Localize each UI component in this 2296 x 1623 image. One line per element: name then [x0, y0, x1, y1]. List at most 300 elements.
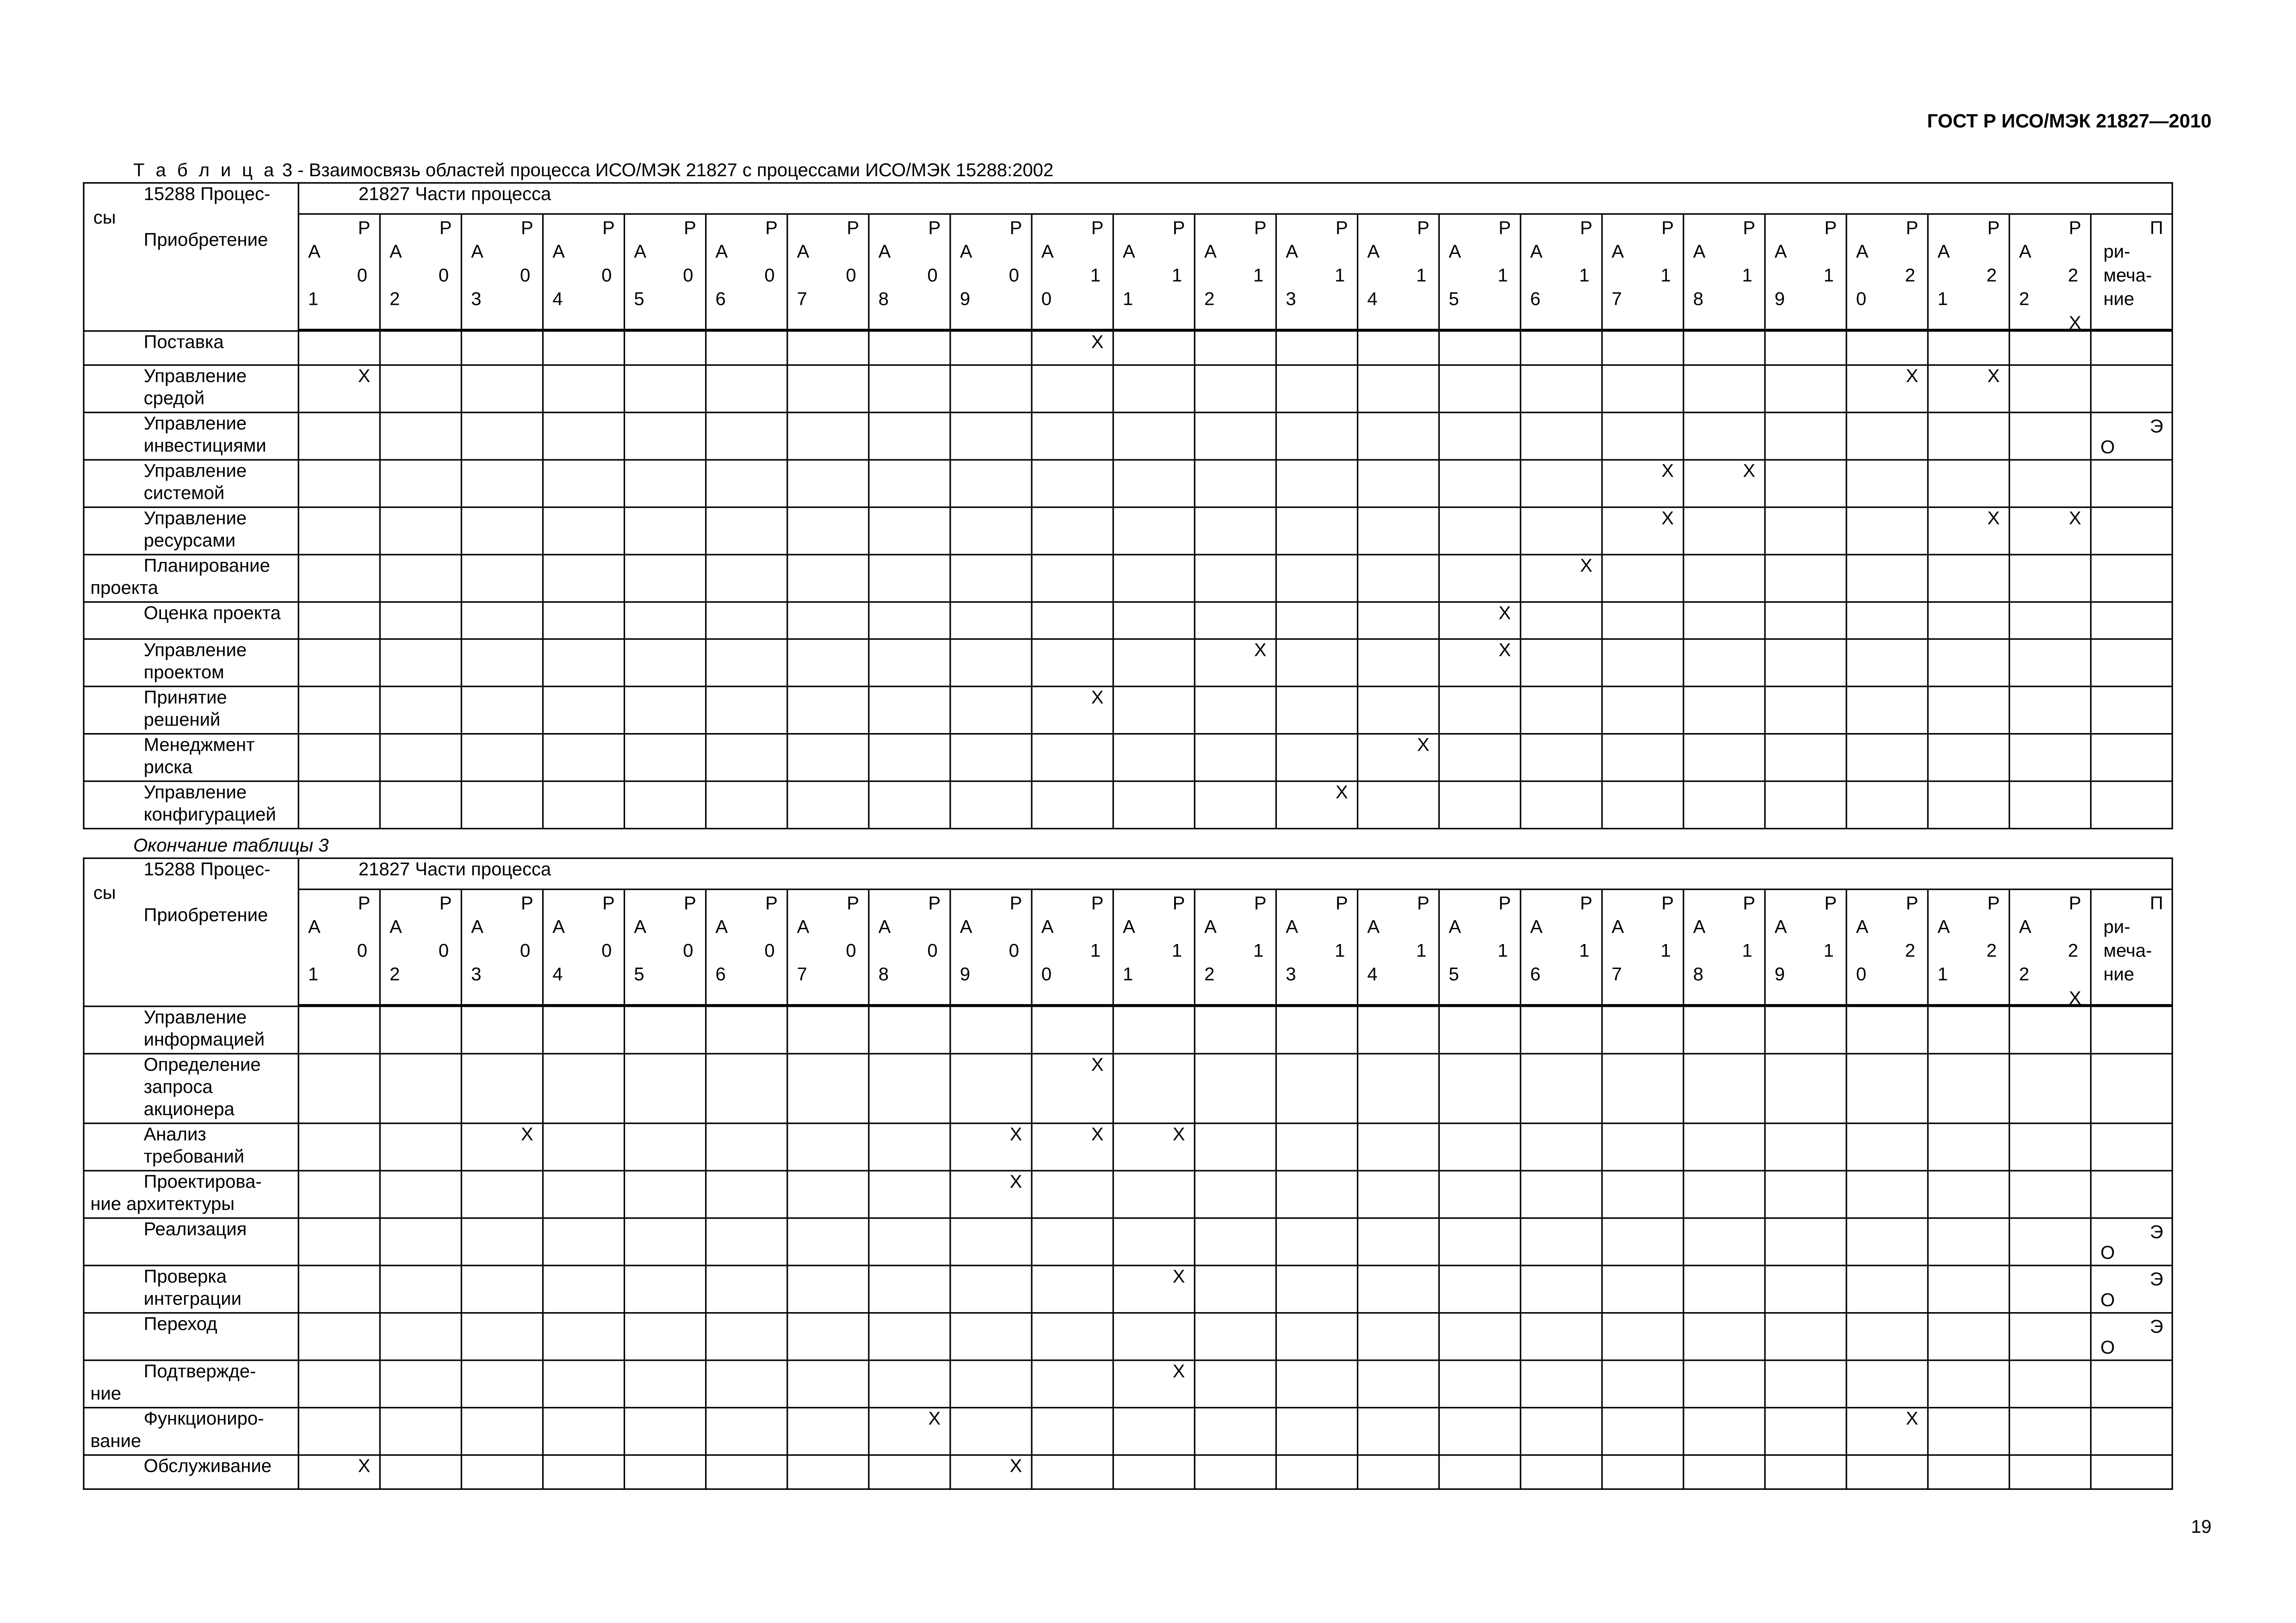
- mark-cell: [1602, 601, 1683, 638]
- col-digit: 1: [1823, 265, 1834, 286]
- mark-cell: [950, 1006, 1032, 1053]
- mark-cell: [380, 780, 461, 827]
- mark-cell: [2009, 1006, 2091, 1053]
- column-header-row: [84, 214, 2173, 330]
- mark-cell: [461, 1312, 543, 1359]
- col-digit: 2: [2068, 265, 2079, 286]
- mark-cell: [1683, 1359, 1765, 1407]
- note-head: [2091, 214, 2172, 330]
- corner-line: сы: [93, 882, 116, 904]
- mark-cell: [298, 412, 380, 459]
- note-cell: [2091, 733, 2172, 780]
- col-digit: 2: [2019, 289, 2030, 310]
- mark-cell: [1765, 364, 1846, 412]
- mark-cell: [706, 330, 787, 364]
- mark-cell: [1358, 412, 1439, 459]
- col-digit: 9: [959, 289, 971, 310]
- mark-cell: [2009, 685, 2091, 733]
- col-letter-p: Р: [1987, 217, 2000, 239]
- mark-cell: [1358, 1217, 1439, 1265]
- column-head: [461, 889, 543, 1006]
- mark-cell: [1358, 1053, 1439, 1123]
- mark-cell: [1602, 330, 1683, 364]
- mark-cell: [1765, 1053, 1846, 1123]
- mark-x: X: [1661, 507, 1674, 528]
- column-head: [1846, 889, 1928, 1006]
- mark-cell: [1032, 1123, 1113, 1170]
- mark-cell: [950, 638, 1032, 685]
- mark-cell: [461, 554, 543, 601]
- column-head: [380, 214, 461, 330]
- mark-cell: [1439, 733, 1521, 780]
- corner-line: сы: [93, 207, 116, 228]
- mark-cell: [2009, 601, 2091, 638]
- mark-cell: [625, 364, 706, 412]
- mark-cell: [625, 1454, 706, 1488]
- col-letter-p: Р: [1498, 893, 1511, 914]
- mark-cell: [706, 685, 787, 733]
- mark-cell: [787, 1123, 869, 1170]
- mark-cell: [461, 1123, 543, 1170]
- col-letter-a: А: [2019, 916, 2031, 938]
- column-head: [787, 214, 869, 330]
- mark-cell: [787, 685, 869, 733]
- col-letter-p: Р: [1091, 217, 1104, 239]
- mark-cell: [461, 506, 543, 554]
- column-head: [1602, 214, 1683, 330]
- mark-cell: [625, 506, 706, 554]
- mark-cell: [706, 1170, 787, 1217]
- column-head: [298, 889, 380, 1006]
- mark-cell: [1276, 1170, 1357, 1217]
- col-digit: 1: [1171, 940, 1182, 962]
- mark-cell: [950, 1170, 1032, 1217]
- mark-cell: [543, 1217, 624, 1265]
- header-row: [84, 858, 2173, 889]
- mark-cell: [706, 1217, 787, 1265]
- mark-cell: [1439, 1123, 1521, 1170]
- mark-cell: [1683, 1053, 1765, 1123]
- mark-cell: [1928, 1407, 2009, 1454]
- mark-cell: [1194, 601, 1276, 638]
- mark-cell: [2009, 780, 2091, 827]
- mark-cell: [543, 330, 624, 364]
- col-digit: 9: [1774, 964, 1785, 985]
- mark-cell: [1602, 1359, 1683, 1407]
- mark-cell: [1928, 1217, 2009, 1265]
- process-label: [84, 638, 298, 685]
- mark-cell: [869, 601, 950, 638]
- mark-cell: [461, 1170, 543, 1217]
- mark-cell: [1194, 685, 1276, 733]
- mark-cell: [1521, 1407, 1602, 1454]
- note-cell: [2091, 1123, 2172, 1170]
- mark-cell: [1113, 1006, 1194, 1053]
- col-letter-p: Р: [1824, 893, 1837, 914]
- col-digit: 0: [683, 265, 693, 286]
- mark-cell: [1683, 1407, 1765, 1454]
- col-letter-p: Р: [1580, 217, 1593, 239]
- mark-cell: [787, 1006, 869, 1053]
- mark-cell: [869, 638, 950, 685]
- mark-cell: [461, 638, 543, 685]
- mark-cell: [1439, 780, 1521, 827]
- col-letter-a: А: [1041, 241, 1054, 262]
- mark-x: X: [1336, 781, 1348, 802]
- mark-cell: [380, 1454, 461, 1488]
- mark-cell: [625, 733, 706, 780]
- mark-cell: [380, 1265, 461, 1312]
- note-cell: [2091, 554, 2172, 601]
- col-letter-a: А: [1123, 916, 1135, 938]
- mark-cell: [1846, 1312, 1928, 1359]
- mark-cell: [1928, 1006, 2009, 1053]
- mark-cell: [1683, 733, 1765, 780]
- note-head-line: меча-: [2103, 940, 2152, 962]
- mark-cell: [1194, 330, 1276, 364]
- label-line: Управление: [143, 1006, 247, 1027]
- col-digit: 3: [471, 964, 482, 985]
- label-line: ние архитектуры: [90, 1193, 235, 1214]
- mark-cell: [380, 638, 461, 685]
- label-line: Управление: [143, 507, 247, 528]
- col-digit: 0: [438, 940, 449, 962]
- mark-cell: [625, 1217, 706, 1265]
- col-digit: 5: [634, 964, 644, 985]
- mark-x: X: [1498, 602, 1511, 623]
- mark-cell: [1439, 685, 1521, 733]
- col-digit: 6: [715, 964, 726, 985]
- mark-cell: [2009, 330, 2091, 364]
- mark-cell: [1194, 780, 1276, 827]
- corner-line: 15288 Процес-: [143, 184, 271, 204]
- mark-cell: [787, 1407, 869, 1454]
- mark-cell: [461, 1053, 543, 1123]
- page-number: 19: [2191, 1516, 2212, 1537]
- mark-cell: [950, 780, 1032, 827]
- mark-cell: [1683, 1217, 1765, 1265]
- mark-cell: [950, 364, 1032, 412]
- col-digit: 1: [1498, 265, 1508, 286]
- col-letter-a: А: [634, 916, 647, 938]
- mark-cell: [1358, 1265, 1439, 1312]
- mark-cell: [298, 685, 380, 733]
- col-digit: 0: [927, 940, 938, 962]
- mark-cell: [298, 1053, 380, 1123]
- mark-cell: [787, 1265, 869, 1312]
- mark-cell: [1683, 1265, 1765, 1312]
- mark-cell: [1194, 1265, 1276, 1312]
- mark-cell: [1032, 685, 1113, 733]
- mark-cell: [2009, 554, 2091, 601]
- mark-cell: [1358, 554, 1439, 601]
- col-letter-a: А: [1204, 241, 1217, 262]
- mark-cell: [1683, 685, 1765, 733]
- column-head: [787, 889, 869, 1006]
- col-digit: 1: [1123, 964, 1133, 985]
- mark-cell: [869, 459, 950, 506]
- table-row: [84, 1123, 2173, 1170]
- mark-cell: [1683, 554, 1765, 601]
- note-cell: [2091, 1265, 2172, 1312]
- mark-cell: [1521, 554, 1602, 601]
- table-row: [84, 364, 2173, 412]
- mark-cell: [625, 330, 706, 364]
- mark-cell: [543, 506, 624, 554]
- col-digit: 3: [1286, 964, 1296, 985]
- table-row: [84, 459, 2173, 506]
- mark-cell: [1521, 330, 1602, 364]
- mark-cell: [1521, 1170, 1602, 1217]
- label-line: инвестициями: [143, 434, 266, 456]
- mark-cell: [1113, 1359, 1194, 1407]
- mark-cell: [461, 459, 543, 506]
- mark-cell: [298, 554, 380, 601]
- mark-cell: [298, 601, 380, 638]
- mark-cell: [1194, 554, 1276, 601]
- mark-cell: [298, 1312, 380, 1359]
- label-line: Планирование: [143, 555, 270, 575]
- col-letter-p: Р: [684, 893, 696, 914]
- mark-cell: [1521, 638, 1602, 685]
- mark-cell: [543, 459, 624, 506]
- table-row: [84, 330, 2173, 364]
- mark-cell: [625, 1359, 706, 1407]
- col-letter-p: Р: [1743, 217, 1756, 239]
- column-head: [1683, 889, 1765, 1006]
- mark-x: X: [1091, 686, 1104, 707]
- col-letter-a: А: [959, 241, 972, 262]
- mark-x: X: [1091, 332, 1104, 353]
- mark-cell: [869, 412, 950, 459]
- label-line: требований: [143, 1145, 245, 1166]
- mark-cell: [1765, 412, 1846, 459]
- column-head: [1602, 889, 1683, 1006]
- table-row: [84, 554, 2173, 601]
- mark-cell: [1928, 685, 2009, 733]
- mark-cell: [950, 554, 1032, 601]
- mark-cell: [869, 1170, 950, 1217]
- note-cell: [2091, 1053, 2172, 1123]
- col-digit: 1: [1937, 289, 1948, 310]
- corner-line: Приобретение: [143, 229, 268, 251]
- mark-cell: [380, 459, 461, 506]
- mark-cell: [950, 733, 1032, 780]
- corner-line: Приобретение: [143, 905, 268, 926]
- column-head: [1194, 214, 1276, 330]
- col-digit: 2: [1986, 265, 1997, 286]
- mark-cell: [1032, 1170, 1113, 1217]
- col-letter-p: Р: [1009, 893, 1022, 914]
- col-digit: 0: [357, 265, 368, 286]
- mark-cell: [1602, 638, 1683, 685]
- note-head: [2091, 889, 2172, 1006]
- col-letter-a: А: [1041, 916, 1054, 938]
- mark-cell: [461, 1359, 543, 1407]
- mark-cell: [461, 1454, 543, 1488]
- col-letter-a: А: [1937, 241, 1950, 262]
- col-digit: 3: [471, 289, 482, 310]
- process-label: [84, 554, 298, 601]
- col-letter-p: Р: [520, 217, 533, 239]
- mark-cell: [1683, 459, 1765, 506]
- table-row: [84, 506, 2173, 554]
- col-digit: 0: [520, 265, 531, 286]
- mark-cell: [461, 1407, 543, 1454]
- mark-cell: [706, 1053, 787, 1123]
- mark-x: X: [1172, 1123, 1185, 1144]
- mark-cell: [1032, 733, 1113, 780]
- mark-cell: [543, 1454, 624, 1488]
- mark-cell: [950, 1312, 1032, 1359]
- mark-cell: [1439, 1217, 1521, 1265]
- process-label: [84, 1123, 298, 1170]
- mark-cell: [543, 780, 624, 827]
- mark-cell: [1765, 780, 1846, 827]
- mark-cell: [1276, 780, 1357, 827]
- mark-cell: [1358, 1170, 1439, 1217]
- column-head: [1113, 214, 1194, 330]
- col-digit: 1: [1335, 940, 1345, 962]
- col-letter-p: Р: [2068, 893, 2081, 914]
- note-cell: [2091, 1359, 2172, 1407]
- label-line: Управление: [143, 781, 247, 802]
- mark-cell: [2009, 1312, 2091, 1359]
- mark-cell: [1358, 685, 1439, 733]
- group-header: 21827 Части процесса: [298, 858, 2173, 889]
- mark-cell: [1521, 1123, 1602, 1170]
- mark-cell: [1928, 330, 2009, 364]
- mark-cell: [543, 638, 624, 685]
- mark-cell: [869, 364, 950, 412]
- mark-cell: [625, 1053, 706, 1123]
- process-label: [84, 412, 298, 459]
- col-digit: 0: [764, 265, 775, 286]
- column-head: [1521, 889, 1602, 1006]
- note-head-line: П: [2150, 217, 2163, 239]
- mark-cell: [1194, 733, 1276, 780]
- mark-cell: [950, 1123, 1032, 1170]
- mark-cell: [1032, 1053, 1113, 1123]
- mark-cell: [1683, 780, 1765, 827]
- label-line: информацией: [143, 1028, 265, 1049]
- col-digit: 2: [390, 289, 400, 310]
- label-line: Менеджмент: [143, 734, 255, 755]
- col-letter-a: А: [1286, 241, 1298, 262]
- mark-cell: [1765, 459, 1846, 506]
- mark-cell: [461, 685, 543, 733]
- column-head: [950, 889, 1032, 1006]
- mark-cell: [380, 1170, 461, 1217]
- mark-cell: [1683, 506, 1765, 554]
- mark-cell: [1113, 330, 1194, 364]
- mark-cell: [1032, 364, 1113, 412]
- col-letter-p: Р: [439, 217, 452, 239]
- mark-cell: [1765, 1217, 1846, 1265]
- column-head: [1194, 889, 1276, 1006]
- mark-cell: [1928, 1312, 2009, 1359]
- mark-cell: [1846, 330, 1928, 364]
- mark-cell: [1846, 685, 1928, 733]
- label-line: проектом: [143, 661, 224, 682]
- mark-cell: [1602, 685, 1683, 733]
- mark-cell: [950, 601, 1032, 638]
- col-letter-a: А: [1693, 916, 1706, 938]
- mark-cell: [1276, 459, 1357, 506]
- mark-x: X: [1172, 1360, 1185, 1381]
- mark-cell: [625, 459, 706, 506]
- mark-cell: [1276, 638, 1357, 685]
- col-mark: X: [2068, 312, 2081, 333]
- mark-cell: [1113, 1265, 1194, 1312]
- mark-cell: [1765, 733, 1846, 780]
- mark-cell: [787, 1217, 869, 1265]
- column-head: [1032, 889, 1113, 1006]
- mark-x: X: [1009, 1171, 1022, 1191]
- col-digit: 1: [1253, 265, 1264, 286]
- mark-x: X: [928, 1407, 941, 1429]
- mark-cell: [1928, 506, 2009, 554]
- note-mark-e: Э: [2150, 415, 2163, 436]
- mark-cell: [1358, 1006, 1439, 1053]
- col-letter-p: Р: [1254, 893, 1267, 914]
- mark-cell: [1439, 554, 1521, 601]
- mark-cell: [625, 1265, 706, 1312]
- mark-cell: [461, 1217, 543, 1265]
- mark-cell: [1928, 1123, 2009, 1170]
- mark-x: X: [1661, 460, 1674, 481]
- mark-cell: [1683, 1170, 1765, 1217]
- mark-cell: [625, 638, 706, 685]
- column-head: [1928, 889, 2009, 1006]
- col-digit: 2: [1905, 265, 1916, 286]
- mark-cell: [1113, 1123, 1194, 1170]
- label-line: Обслуживание: [143, 1455, 272, 1476]
- table-row: [84, 1454, 2173, 1488]
- mark-cell: [380, 1359, 461, 1407]
- note-cell: [2091, 1006, 2172, 1053]
- col-letter-a: А: [390, 916, 402, 938]
- mark-cell: [380, 330, 461, 364]
- col-letter-p: Р: [1661, 217, 1674, 239]
- col-letter-a: А: [1611, 916, 1624, 938]
- column-head: [706, 889, 787, 1006]
- table-row: [84, 601, 2173, 638]
- col-digit: 0: [1856, 964, 1867, 985]
- mark-cell: [1602, 554, 1683, 601]
- mark-cell: [1602, 1217, 1683, 1265]
- mark-cell: [1113, 412, 1194, 459]
- mark-cell: [1276, 364, 1357, 412]
- table-row: [84, 1217, 2173, 1265]
- process-label: [84, 601, 298, 638]
- mark-cell: [1113, 459, 1194, 506]
- mark-cell: [1439, 1265, 1521, 1312]
- continuation-caption: Окончание таблицы 3: [133, 835, 329, 856]
- mark-cell: [380, 1006, 461, 1053]
- label-line: средой: [143, 387, 205, 408]
- mark-cell: [543, 412, 624, 459]
- mark-cell: [706, 1123, 787, 1170]
- mark-cell: [1521, 459, 1602, 506]
- label-line: Проектирова-: [143, 1171, 262, 1191]
- mark-cell: [1928, 1265, 2009, 1312]
- mark-cell: [1113, 685, 1194, 733]
- mark-cell: [1846, 1217, 1928, 1265]
- mark-cell: [625, 780, 706, 827]
- mark-cell: [298, 1265, 380, 1312]
- note-head-line: ри-: [2103, 241, 2130, 262]
